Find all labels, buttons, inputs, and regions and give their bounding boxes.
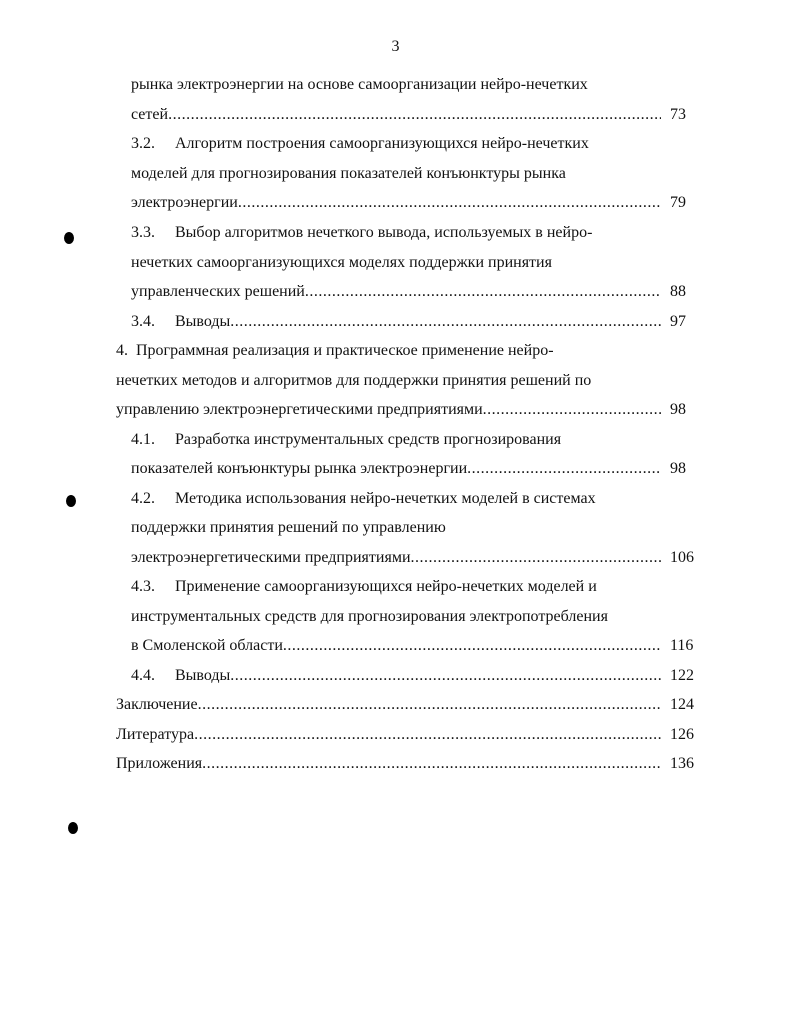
toc-page: 98 bbox=[670, 460, 686, 477]
punch-hole-mark bbox=[68, 822, 78, 834]
punch-hole-mark bbox=[66, 495, 76, 507]
toc-line: рынка электроэнергии на основе самоорганизации нейро-нечетких bbox=[131, 76, 588, 93]
toc-line: поддержки принятия решений по управлению bbox=[131, 519, 446, 536]
toc-line: электроэнергии ..... bbox=[131, 188, 661, 217]
toc-line: электроэнергетическими предприятиями ..... bbox=[131, 543, 661, 572]
toc-page: 97 bbox=[670, 313, 686, 330]
toc-line: инструментальных средств для прогнозирования электропотребления bbox=[131, 608, 608, 625]
toc-line: 3.3. Выбор алгоритмов нечеткого вывода, используемых в нейро- bbox=[131, 224, 593, 241]
toc-page: 73 bbox=[670, 106, 686, 123]
toc-page: 106 bbox=[670, 549, 694, 566]
toc-line: в Смоленской области ..... bbox=[131, 631, 661, 660]
toc-page: 136 bbox=[670, 755, 694, 772]
toc-line: Приложения ..... bbox=[116, 749, 661, 778]
toc-page: 98 bbox=[670, 401, 686, 418]
toc-page: 126 bbox=[670, 726, 694, 743]
toc-line: нечетких методов и алгоритмов для поддержки принятия решений по bbox=[116, 372, 592, 389]
toc-line: 3.2. Алгоритм построения самоорганизующихся нейро-нечетких bbox=[131, 135, 589, 152]
toc-line: сетей ..... bbox=[131, 100, 661, 129]
toc-page: 79 bbox=[670, 194, 686, 211]
page-number: 3 bbox=[391, 38, 400, 55]
toc-line: 3.4. Выводы ..... bbox=[131, 307, 661, 336]
toc-line: 4.3. Применение самоорганизующихся нейро-нечетких моделей и bbox=[131, 578, 597, 595]
toc-line: Литература ..... bbox=[116, 720, 661, 749]
toc-line: показателей конъюнктуры рынка электроэнергии ..... bbox=[131, 454, 661, 483]
toc-line: моделей для прогнозирования показателей конъюнктуры рынка bbox=[131, 165, 566, 182]
toc-page: 124 bbox=[670, 696, 694, 713]
toc-page: 116 bbox=[670, 637, 694, 654]
toc-line: 4.4. Выводы ..... bbox=[131, 661, 661, 690]
toc-line: нечетких самоорганизующихся моделях поддержки принятия bbox=[131, 254, 552, 271]
toc-line: управлению электроэнергетическими предприятиями ..... bbox=[116, 395, 661, 424]
toc-page: 122 bbox=[670, 667, 694, 684]
toc-line: 4.1. Разработка инструментальных средств прогнозирования bbox=[131, 431, 562, 448]
toc-line: 4. Программная реализация и практическое применение нейро- bbox=[116, 342, 554, 359]
toc-line: 4.2. Методика использования нейро-нечетких моделей в системах bbox=[131, 490, 596, 507]
toc-line: управленческих решений ..... bbox=[131, 277, 661, 306]
toc-line: Заключение ..... bbox=[116, 690, 661, 719]
punch-hole-mark bbox=[64, 232, 74, 244]
toc-page: 88 bbox=[670, 283, 686, 300]
